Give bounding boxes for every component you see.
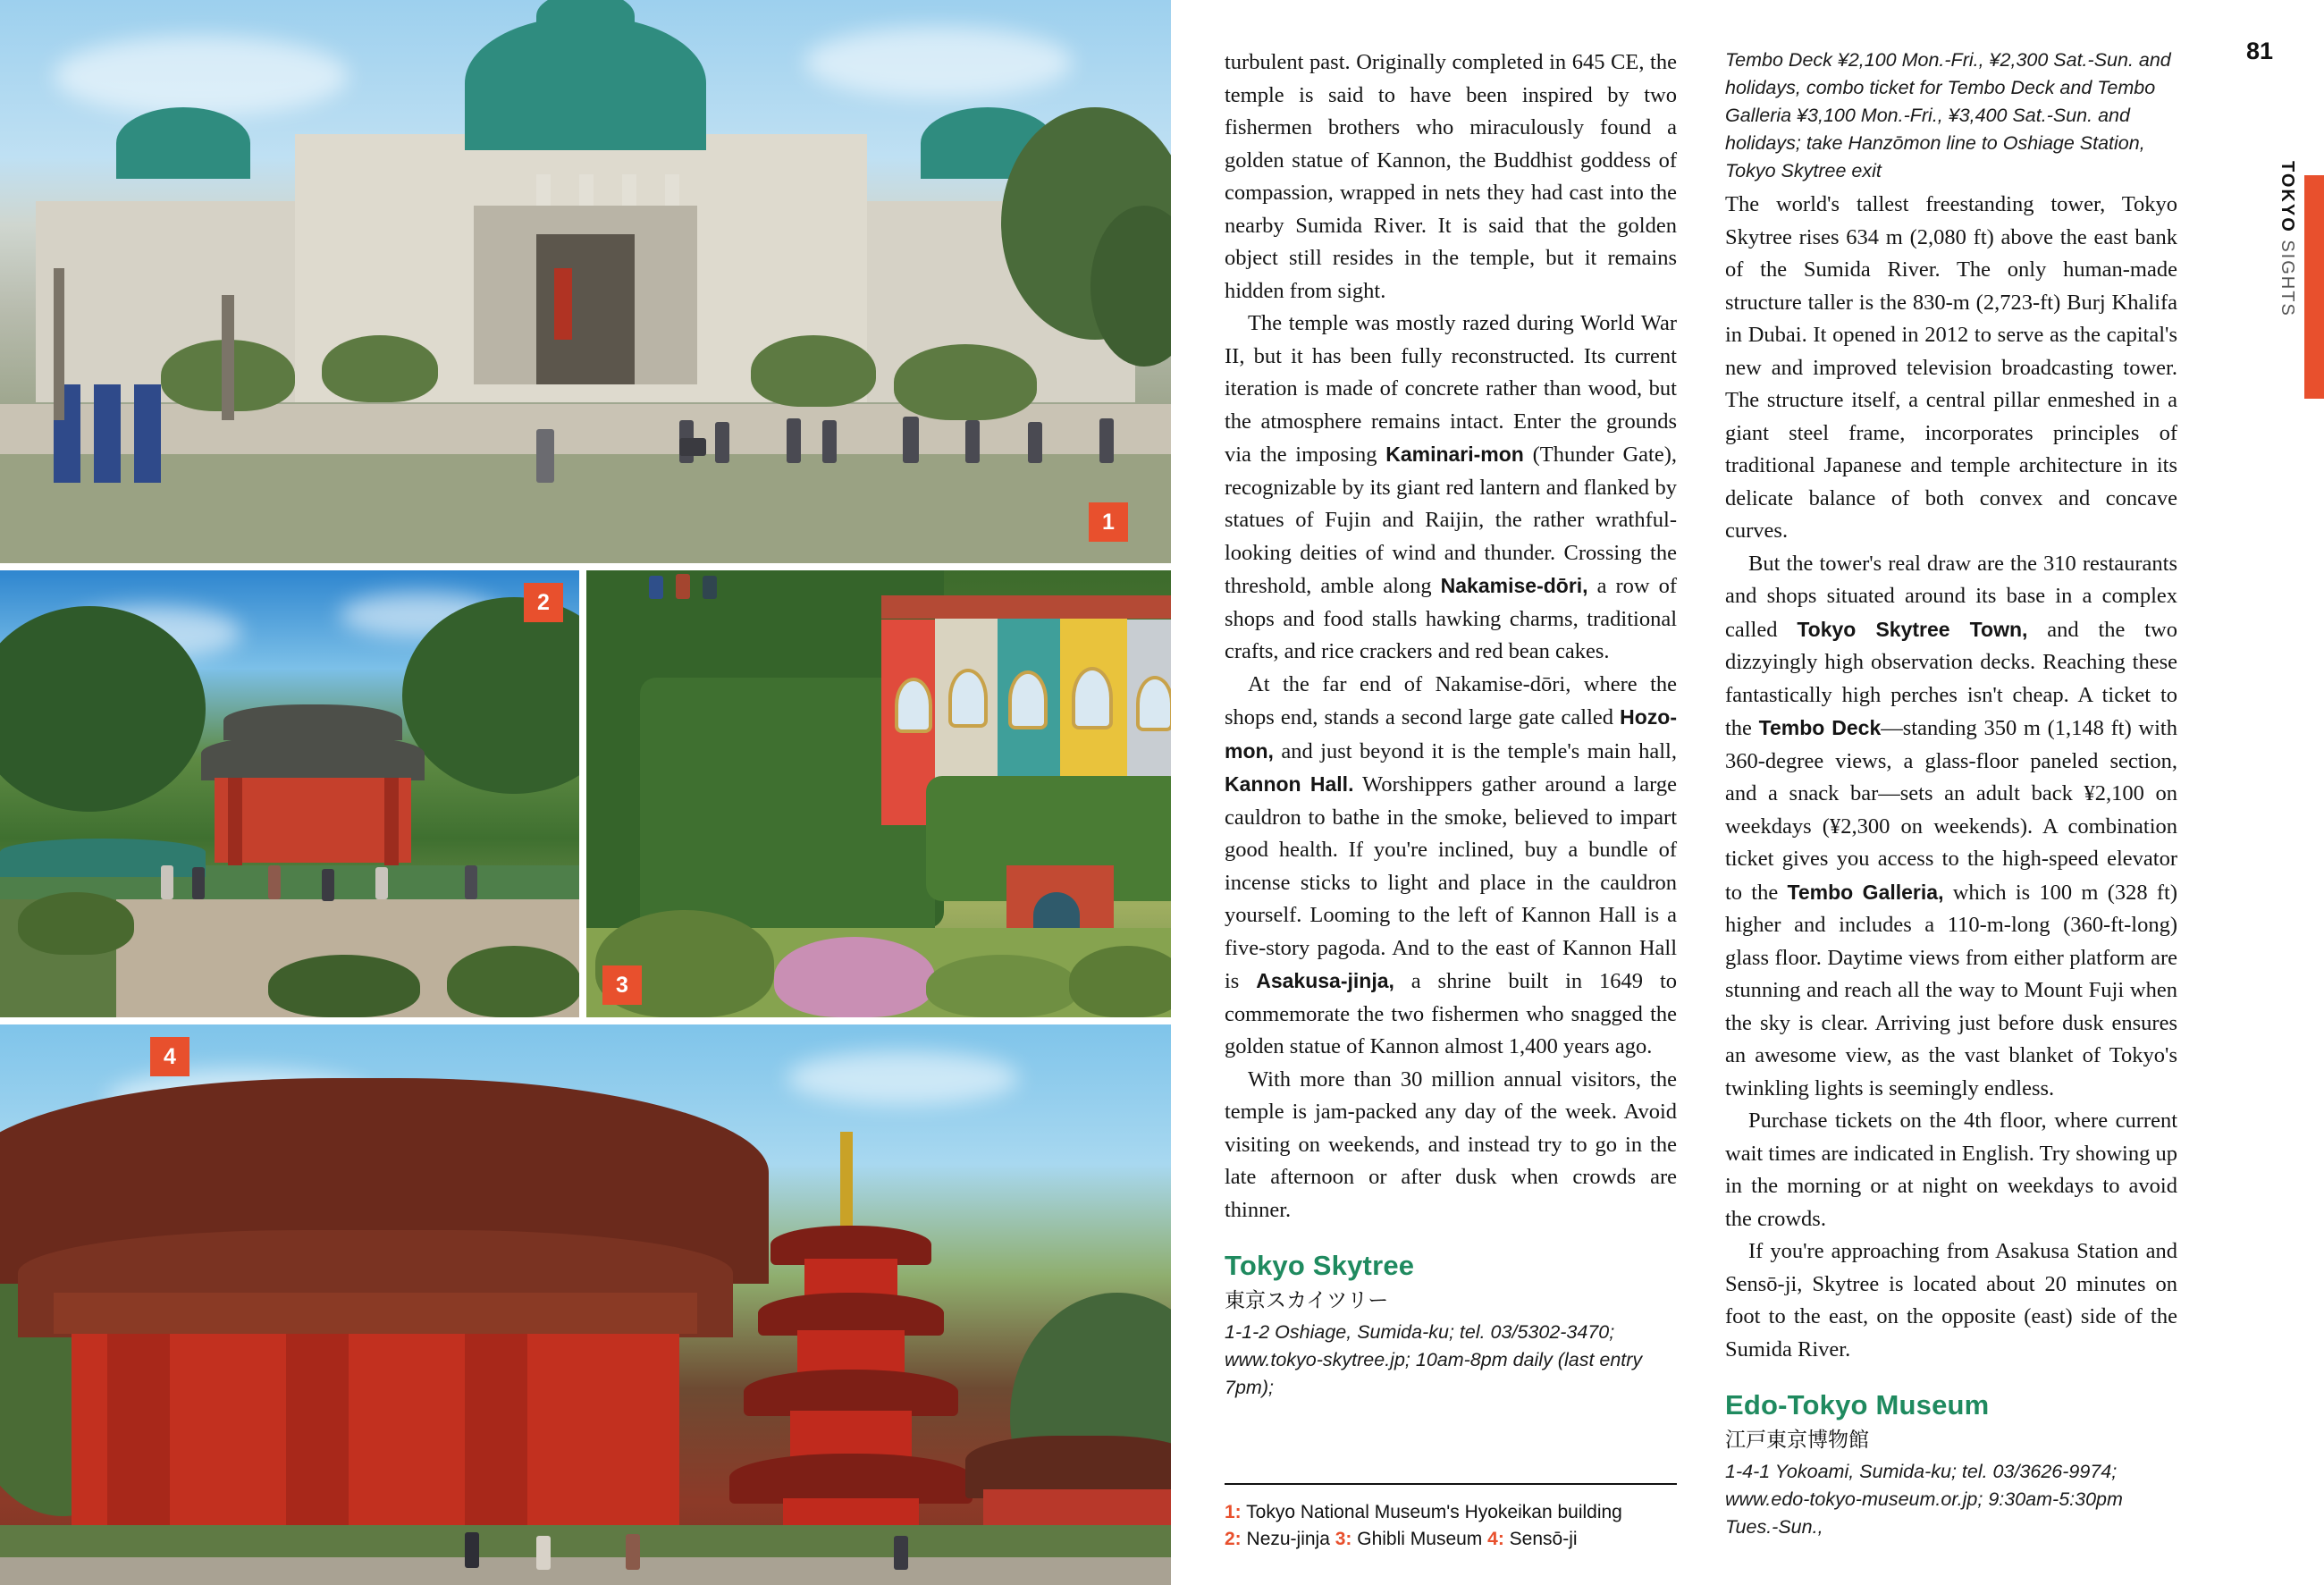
photo-captions xyxy=(1225,1499,1689,1553)
caption-text-4: Sensō-ji xyxy=(1503,1529,1578,1549)
paragraph-text: But the tower's real draw are the 310 restaurants and shops situated around its base in a complex called xyxy=(1725,551,2177,642)
photo-marker-1: 1 xyxy=(1089,502,1128,542)
sight-details-continued: Tembo Deck ¥2,100 Mon.-Fri., ¥2,300 Sat.-Sun. and holidays, combo ticket for Tembo Deck and Tembo Galleria ¥3,100 Mon.-Fri., ¥3,400 Sat.-Sun. and holidays; take Hanzōmon line to Oshiage Station, Tokyo Skytree exit xyxy=(1725,49,2171,181)
sight-heading-tokyo-skytree: Tokyo Skytree xyxy=(1225,1250,1415,1281)
sight-heading-edo-tokyo-museum: Edo-Tokyo Museum xyxy=(1725,1389,1990,1421)
caption-text-2: Nezu-jinja xyxy=(1241,1529,1335,1549)
photo-marker-2: 2 xyxy=(524,583,563,622)
caption-line-1 xyxy=(1225,1499,1689,1526)
term-tembo-galleria: Tembo Galleria, xyxy=(1787,880,1944,904)
paragraph: Purchase tickets on the 4th floor, where current wait times are indicated in English. Try showing up in the morning or at night on weekdays to avoid the crowds. xyxy=(1725,1109,2177,1231)
caption-divider xyxy=(1225,1483,1677,1485)
term-hozo-mon: Hozo-mon, xyxy=(1225,705,1677,763)
paragraph-text: which is 100 m (328 ft) higher and includes a 110-m-long (360-ft-long) glass floor. Daytime views from either platform are stunning and reach all the way to Mount Fuji when the sky is clear. Arriving just before dusk ensures an awesome view, as the vast blanket of Tokyo's twinkling lights is seemingly endless. xyxy=(1725,880,2177,1100)
sight-heading-japanese: 江戸東京博物館 xyxy=(1725,1428,1869,1451)
caption-number-3: 3: xyxy=(1335,1529,1352,1549)
sight-details: 1-4-1 Yokoami, Sumida-ku; tel. 03/3626-9974; www.edo-tokyo-museum.or.jp; 9:30am-5:30pm Tues.-Sun., xyxy=(1725,1461,2123,1538)
column-right xyxy=(1725,46,2177,1541)
caption-line-2 xyxy=(1225,1526,1689,1553)
paragraph-text: (Thunder Gate), recognizable by its giant red lantern and flanked by statues of Fujin and Raijin, the rather wrathful-looking deities of wind and thunder. Crossing the threshold, amble along xyxy=(1225,443,1677,598)
article-columns xyxy=(1225,46,2226,1548)
paragraph: If you're approaching from Asakusa Station and Sensō-ji, Skytree is located about 20 minutes on foot to the east, on the opposite (east) side of the Sumida River. xyxy=(1725,1239,2177,1362)
caption-number-4: 4: xyxy=(1487,1529,1504,1549)
section-tab-label xyxy=(2277,161,2297,317)
section-tab-category: SIGHTS xyxy=(2278,240,2297,317)
photo-ghibli-museum xyxy=(586,570,1171,1017)
section-tab-bar xyxy=(2304,175,2324,399)
term-skytree-town: Tokyo Skytree Town, xyxy=(1797,617,2028,641)
text-page xyxy=(1171,0,2324,1585)
paragraph-text: The temple was mostly razed during World War II, but it has been fully reconstructed. Its current iteration is made of concrete rather than wood, but the atmosphere remains intact. Enter the grounds via the imposing xyxy=(1225,311,1677,467)
paragraph-text: and just beyond it is the temple's main hall, xyxy=(1273,738,1677,763)
photo-tokyo-national-museum xyxy=(0,0,1171,563)
column-left xyxy=(1225,46,1677,1402)
paragraph: turbulent past. Originally completed in 645 CE, the temple is said to have been inspired by two fishermen brothers who miraculously found a golden statue of Kannon, the Buddhist goddess of compassion, wrapped in nets they had cast into the nearby Sumida River. It is said that the golden object still resides in the temple, but it remains hidden from sight. xyxy=(1225,50,1677,303)
term-kaminari-mon: Kaminari-mon xyxy=(1385,443,1524,466)
caption-number-2: 2: xyxy=(1225,1529,1242,1549)
paragraph-text: and the two dizzyingly high observation decks. Reaching these fantastically high perches isn't cheap. A ticket to the xyxy=(1725,617,2177,740)
paragraph xyxy=(1225,308,1677,669)
photo-nezu-jinja xyxy=(0,570,579,1017)
page-number: 81 xyxy=(2245,38,2273,64)
caption-number-1: 1: xyxy=(1225,1502,1242,1522)
paragraph-text: a shrine built in 1649 to commemorate the two fishermen who snagged the golden statue of Kannon almost 1,400 years ago. xyxy=(1225,969,1677,1058)
term-kannon-hall: Kannon Hall. xyxy=(1225,772,1354,796)
paragraph: With more than 30 million annual visitors, the temple is jam-packed any day of the week. Avoid visiting on weekends, and instead try to go in the late afternoon or after dusk when crowds are thinner. xyxy=(1225,1067,1677,1222)
photo-marker-3: 3 xyxy=(602,965,642,1005)
caption-text-1: Tokyo National Museum's Hyokeikan building xyxy=(1241,1502,1622,1522)
sight-heading-japanese: 東京スカイツリー xyxy=(1225,1288,1389,1311)
term-asakusa-jinja: Asakusa-jinja, xyxy=(1256,969,1394,992)
term-nakamise-dori: Nakamise-dōri, xyxy=(1440,574,1588,597)
sight-details: 1-1-2 Oshiage, Sumida-ku; tel. 03/5302-3470; www.tokyo-skytree.jp; 10am-8pm daily (last entry 7pm); xyxy=(1225,1321,1643,1398)
photo-marker-4: 4 xyxy=(150,1037,189,1076)
paragraph-text: a row of shops and food stalls hawking charms, traditional crafts, and rice crackers and red bean cakes. xyxy=(1225,574,1677,663)
paragraph: The world's tallest freestanding tower, Tokyo Skytree rises 634 m (2,080 ft) above the east bank of the Sumida River. The only human-made structure taller is the 830-m (2,723-ft) Burj Khalifa in Dubai. It opened in 2012 to serve as the capital's new and improved television broadcasting tower. The structure itself, a central pillar enmeshed in a giant steel frame, incorporates principles of traditional Japanese and temple architecture in its delicate balance of both convex and concave curves. xyxy=(1725,192,2177,543)
paragraph-text: —standing 350 m (1,148 ft) with 360-degree views, a glass-floor paneled section, and a snack bar—sets an adult back ¥2,100 on weekdays (¥2,300 on weekends). A combination ticket gives you access to the high-speed elevator to the xyxy=(1725,716,2177,905)
section-tab-region: TOKYO xyxy=(2278,161,2297,233)
paragraph xyxy=(1225,669,1677,1064)
paragraph-text: At the far end of Nakamise-dōri, where the shops end, stands a second large gate called xyxy=(1225,671,1677,729)
term-tembo-deck: Tembo Deck xyxy=(1758,716,1882,739)
paragraph-text: Worshippers gather around a large cauldron to bathe in the smoke, believed to impart good health. If you're inclined, buy a bundle of incense sticks to light and place in the cauldron yourself. Looming to the left of Kannon Hall is a five-story pagoda. And to the east of Kannon Hall is xyxy=(1225,772,1678,993)
paragraph xyxy=(1725,548,2177,1106)
photo-sensoji xyxy=(0,1024,1171,1585)
caption-text-3: Ghibli Museum xyxy=(1351,1529,1488,1549)
